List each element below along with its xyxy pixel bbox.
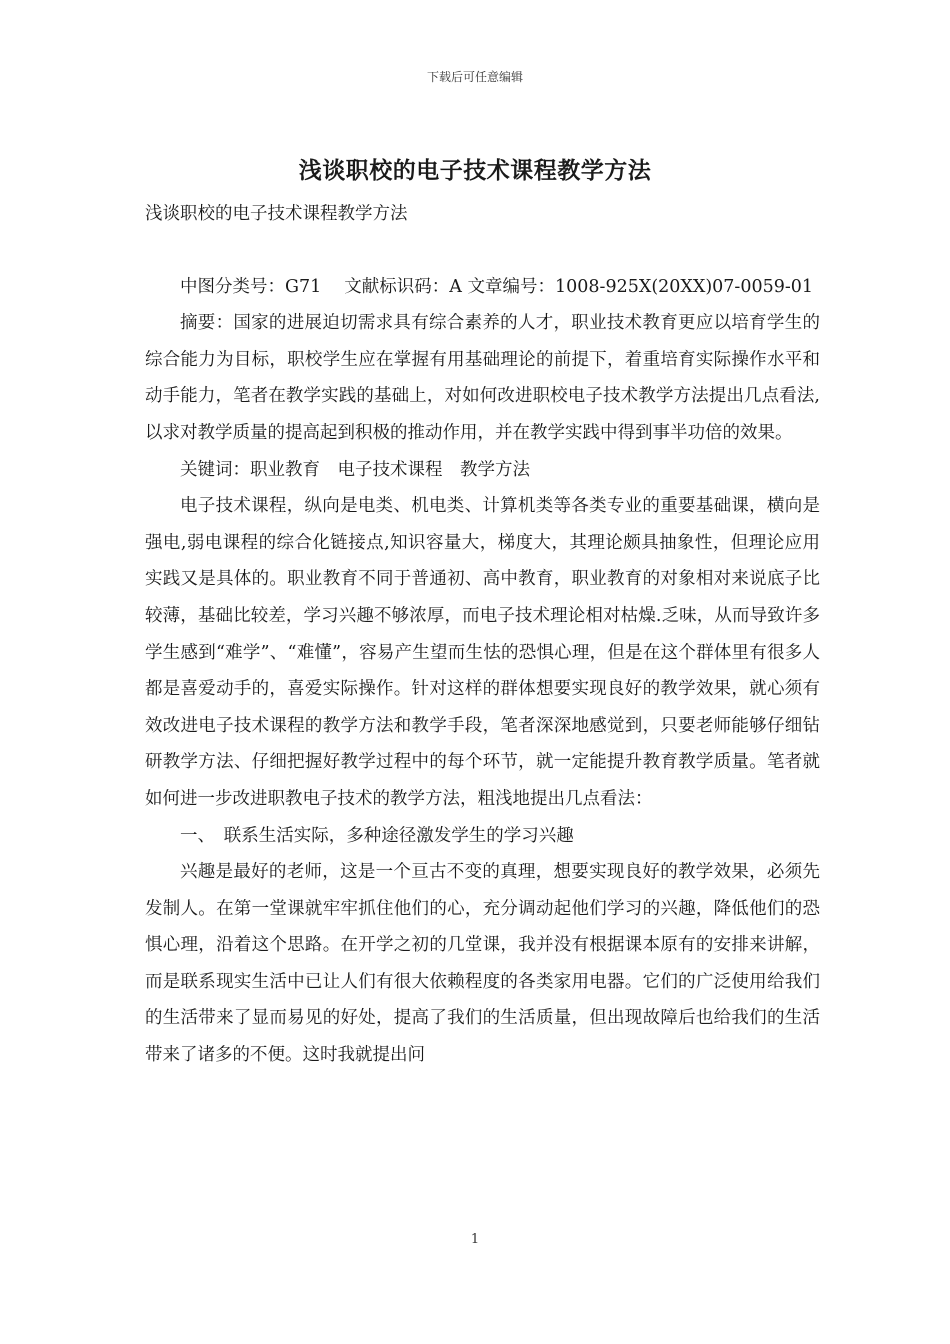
page-number: 1 [470,1232,480,1247]
section-heading: 一、 联系生活实际，多种途径激发学生的学习兴趣 [180,825,574,846]
header-note: 下载后可任意编辑 [426,70,523,84]
abstract-paragraph: 摘要：国家的进展迫切需求具有综合素养的人才，职业技术教育更应以培育学生的综合能力为目标，职校学生应在掌握有用基础理论的前提下，着重培育实际操作水平和动手能力，笔者在教学实践的基础上，对如何改进职校电子技术教学方法提出几点看法,以求对教学质量的提高起到积极的推动作用，并在教学实践中得到事半功倍的效果。 [145,313,820,443]
document-body [145,196,820,1074]
document-subtitle: 浅谈职校的电子技术课程教学方法 [145,204,408,224]
classification-line: 中图分类号：G71 文献标识码：A 文章编号：1008-925X(20XX)07-0059-01 [180,276,814,297]
body-paragraph-intro: 电子技术课程，纵向是电类、机电类、计算机类等各类专业的重要基础课，横向是强电,弱电课程的综合化链接点,知识容量大，梯度大，其理论颇具抽象性，但理论应用实践又是具体的。职业教育不同于普通初、高中教育，职业教育的对象相对来说底子比较薄，基础比较差，学习兴趣不够浓厚，而电子技术理论相对枯燥.乏味，从而导致许多学生感到“难学”、“难懂”，容易产生望而生怯的恐惧心理，但是在这个群体里有很多人都是喜爱动手的，喜爱实际操作。针对这样的群体想要实现良好的教学效果，就心须有效改进电子技术课程的教学方法和教学手段，笔者深深地感觉到，只要老师能够仔细钻研教学方法、仔细把握好教学过程中的每个环节，就一定能提升教育教学质量。笔者就如何进一步改进职教电子技术的教学方法，粗浅地提出几点看法： [145,496,820,809]
blank-line [145,233,820,269]
document-title: 浅谈职校的电子技术课程教学方法 [298,157,652,184]
body-paragraph-interest: 兴趣是最好的老师，这是一个亘古不变的真理，想要实现良好的教学效果，必须先发制人。在第一堂课就牢牢抓住他们的心，充分调动起他们学习的兴趣，降低他们的恐惧心理，沿着这个思路。在开学之初的几堂课，我并没有根据课本原有的安排来讲解，而是联系现实生活中已让人们有很大依赖程度的各类家用电器。它们的广泛使用给我们的生活带来了显而易见的好处，提高了我们的生活质量，但出现故障后也给我们的生活带来了诸多的不便。这时我就提出问 [145,862,820,1066]
keywords-line: 关键词：职业教育 电子技术课程 教学方法 [180,459,530,480]
